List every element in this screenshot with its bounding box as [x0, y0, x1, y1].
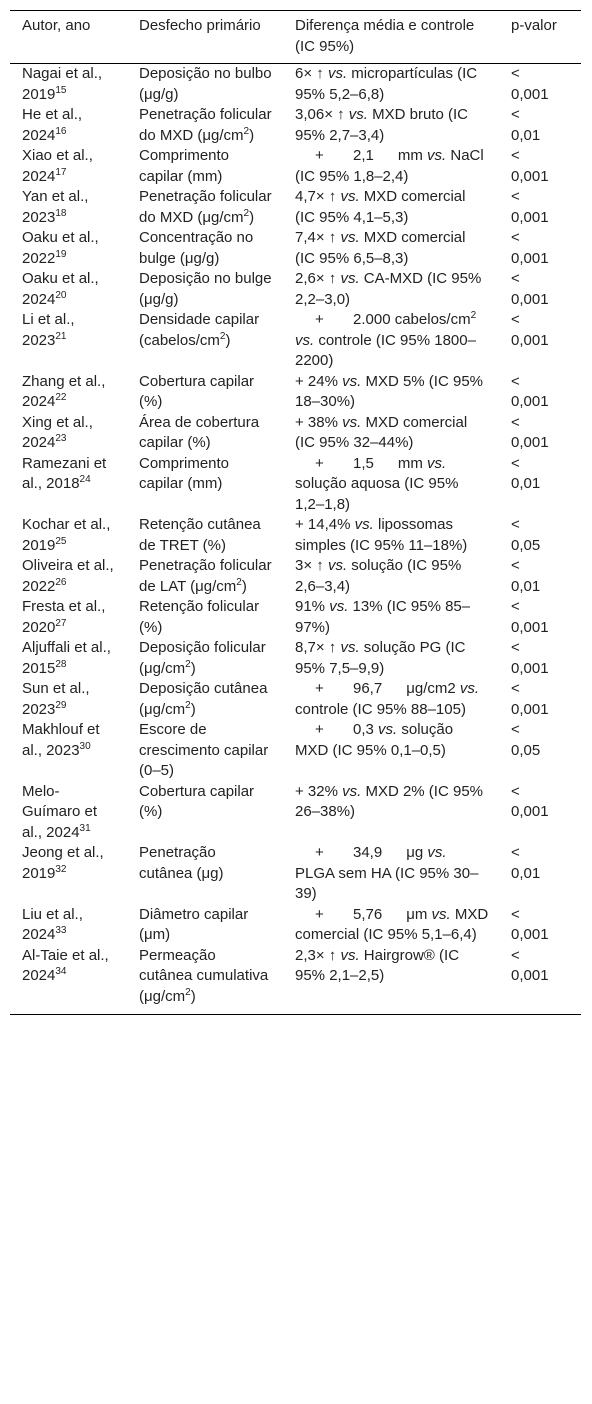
outcome-cell: Deposição cutânea $(\mu g/cm^2)$: [139, 680, 268, 718]
p-value-cell: < 0,01: [511, 557, 541, 595]
difference-cell: + 96,7 μg/cm2 vs. controle (IC 95% 88–105): [295, 680, 480, 718]
p-value-cell: < 0,001: [499, 946, 581, 1015]
p-value-cell: < 0,001: [511, 229, 549, 267]
difference-cell: 7,4× ↑ vs. MXD comercial (IC 95% 6,5–8,3): [295, 229, 466, 267]
difference-cell: 2,3× ↑ vs. Hairgrow® (IC 95% 2,1–2,5): [283, 946, 499, 1015]
difference-cell: + 14,4% vs. lipossomas simples (IC 95% 11–18%): [295, 516, 468, 554]
author-cell: Zhang et al., 2024$^{22}$: [22, 372, 106, 410]
difference-cell: + 38% vs. MXD comercial (IC 95% 32–44%): [295, 413, 468, 451]
p-value-cell: < 0,001: [511, 270, 549, 308]
difference-cell: 2,6× ↑ vs. CA-MXD (IC 95% 2,2–3,0): [295, 270, 482, 308]
table-row: [10, 905, 581, 946]
outcome-cell: Comprimento capilar (mm): [139, 454, 230, 492]
outcome-cell: Retenção folicular (%): [139, 598, 260, 636]
reference-number: 19: [55, 248, 67, 260]
reference-number: 27: [55, 617, 67, 629]
outcome-cell: Penetração folicular do MXD $(\mu g/cm^2)$: [139, 188, 272, 226]
outcome-cell: Retenção cutânea de TRET (%): [139, 516, 261, 554]
author-cell: Xing et al., 2024$^{23}$: [22, 413, 93, 451]
header-outcome: Desfecho primário: [127, 11, 283, 64]
reference-number: 30: [79, 740, 91, 752]
p-value-cell: < 0,001: [511, 147, 549, 185]
p-value-cell: < 0,05: [511, 721, 541, 759]
reference-number: 31: [79, 822, 91, 834]
author-cell: Ramezani et al., 2018$^{24}$: [22, 454, 107, 492]
author-cell: Oaku et al., 2022$^{19}$: [22, 229, 99, 267]
author-cell: Aljuffali et al., 2015$^{28}$: [22, 639, 111, 677]
table-row: [10, 228, 581, 269]
table-row: [10, 720, 581, 782]
header-author: Autor, ano: [10, 11, 127, 64]
author-cell: Nagai et al., 2019$^{15}$: [22, 65, 103, 103]
table-row: [10, 269, 581, 310]
p-value-cell: < 0,05: [511, 516, 541, 554]
outcome-cell: Diâmetro capilar (μm): [139, 905, 249, 943]
difference-cell: + 0,3 vs. solução MXD (IC 95% 0,1–0,5): [295, 721, 454, 759]
reference-number: 16: [55, 125, 67, 137]
table-row: [10, 515, 581, 556]
table-row: [10, 146, 581, 187]
outcome-cell: Deposição no bulge (μg/g): [139, 270, 272, 308]
reference-number: 28: [55, 658, 67, 670]
reference-number: 26: [55, 576, 67, 588]
outcome-cell: Penetração cutânea (μg): [139, 844, 224, 882]
difference-cell: + 5,76 μm vs. MXD comercial (IC 95% 5,1–6,4): [295, 905, 489, 943]
p-value-cell: < 0,001: [511, 65, 549, 103]
table-body: [10, 64, 581, 1015]
difference-cell: 6× ↑ vs. micropartículas (IC 95% 5,2–6,8): [295, 65, 478, 103]
difference-cell: 3× ↑ vs. solução (IC 95% 2,6–3,4): [295, 557, 462, 595]
outcome-cell: Área de cobertura capilar (%): [139, 413, 260, 451]
reference-number: 20: [55, 289, 67, 301]
author-cell: Xiao et al., 2024$^{17}$: [22, 147, 93, 185]
author-cell: Li et al., 2023$^{21}$: [22, 311, 75, 349]
table-row: [10, 782, 581, 844]
p-value-cell: < 0,001: [511, 680, 549, 718]
author-cell: Sun et al., 2023$^{29}$: [22, 680, 90, 718]
author-cell: Liu et al., 2024$^{33}$: [22, 905, 83, 943]
difference-cell: + 32% vs. MXD 2% (IC 95% 26–38%): [295, 782, 483, 820]
author-cell: Jeong et al., 2019$^{32}$: [22, 844, 104, 882]
outcome-cell: Permeação cutânea cumulativa $(\mu g/cm^2)$: [127, 946, 283, 1015]
table-row: [10, 64, 581, 106]
reference-number: 29: [55, 699, 67, 711]
p-value-cell: < 0,01: [511, 844, 541, 882]
difference-cell: + 34,9 μg vs. PLGA sem HA (IC 95% 30–39): [295, 844, 479, 902]
outcome-cell: Escore de crescimento capilar (0–5): [139, 721, 269, 779]
table-row: [10, 556, 581, 597]
outcome-cell: Concentração no bulge (μg/g): [139, 229, 254, 267]
outcome-cell: Deposição folicular $(\mu g/cm^2)$: [139, 639, 266, 677]
difference-cell: 8,7× ↑ vs. solução PG (IC 95% 7,5–9,9): [295, 639, 466, 677]
reference-number: 23: [55, 433, 67, 444]
reference-number: 34: [55, 966, 67, 977]
author-cell: Oliveira et al., 2022$^{26}$: [22, 557, 114, 595]
p-value-cell: < 0,001: [511, 639, 549, 677]
outcome-cell: Penetração folicular do MXD $(\mu g/cm^2)$: [139, 106, 272, 144]
p-value-cell: < 0,001: [511, 311, 549, 349]
author-cell: Kochar et al., 2019$^{25}$: [22, 516, 111, 554]
header-p-value: p-valor: [499, 11, 581, 64]
reference-number: 25: [55, 535, 67, 547]
results-table: [10, 10, 581, 1015]
reference-number: 22: [55, 392, 67, 403]
reference-number: 32: [55, 863, 67, 875]
outcome-cell: Penetração folicular de LAT $(\mu g/cm^2)$: [139, 557, 272, 595]
p-value-cell: < 0,001: [511, 413, 549, 451]
reference-number: 18: [55, 207, 67, 219]
author-cell: He et al., 2024$^{16}$: [22, 106, 83, 144]
reference-number: 24: [79, 474, 91, 485]
outcome-cell: Cobertura capilar (%): [139, 372, 255, 410]
header-row: [10, 11, 581, 64]
difference-cell: + 2.000 cabelos/$cm^2$ vs. controle (IC 95% 1800–2200): [295, 310, 477, 369]
table-row: [10, 597, 581, 638]
table-row: [10, 679, 581, 720]
reference-number: 21: [55, 330, 67, 342]
difference-cell: 4,7× ↑ vs. MXD comercial (IC 95% 4,1–5,3): [295, 188, 466, 226]
reference-number: 17: [55, 166, 67, 178]
table-row: [10, 187, 581, 228]
header-difference: Diferença média e controle (IC 95%): [283, 11, 499, 64]
author-cell: Al-Taie et al., 2024$^{34}$: [10, 946, 127, 1015]
table-row: [10, 372, 581, 413]
p-value-cell: < 0,001: [511, 782, 549, 820]
difference-cell: + 24% vs. MXD 5% (IC 95% 18–30%): [295, 372, 483, 410]
author-cell: Melo-Guímaro et al., 2024$^{31}$: [22, 782, 98, 841]
p-value-cell: < 0,001: [511, 905, 549, 943]
table-row: [10, 946, 581, 1015]
author-cell: Makhlouf et al., 2023$^{30}$: [22, 721, 100, 759]
p-value-cell: < 0,001: [511, 372, 549, 410]
p-value-cell: < 0,01: [511, 454, 541, 492]
author-cell: Fresta et al., 2020$^{27}$: [22, 598, 106, 636]
table-row: [10, 413, 581, 454]
difference-cell: 3,06× ↑ vs. MXD bruto (IC 95% 2,7–3,4): [295, 106, 468, 144]
author-cell: Yan et al., 2023$^{18}$: [22, 188, 89, 226]
outcome-cell: Comprimento capilar (mm): [139, 147, 230, 185]
author-cell: Oaku et al., 2024$^{20}$: [22, 270, 99, 308]
p-value-cell: < 0,01: [511, 106, 541, 144]
outcome-cell: Deposição no bulbo (μg/g): [139, 65, 272, 103]
difference-cell: 91% vs. 13% (IC 95% 85–97%): [295, 598, 471, 636]
table-row: [10, 843, 581, 905]
reference-number: 15: [55, 84, 67, 96]
difference-cell: + 2,1 mm vs. NaCl (IC 95% 1,8–2,4): [295, 147, 484, 185]
difference-cell: + 1,5 mm vs. solução aquosa (IC 95% 1,2–1,8): [295, 454, 459, 513]
p-value-cell: < 0,001: [511, 598, 549, 636]
p-value-cell: < 0,001: [511, 188, 549, 226]
table-row: [10, 638, 581, 679]
table-row: [10, 105, 581, 146]
table-row: [10, 310, 581, 372]
reference-number: 33: [55, 925, 67, 936]
table-row: [10, 454, 581, 516]
outcome-cell: Densidade capilar $(cabelos/cm^2)$: [139, 311, 260, 349]
outcome-cell: Cobertura capilar (%): [139, 782, 255, 820]
